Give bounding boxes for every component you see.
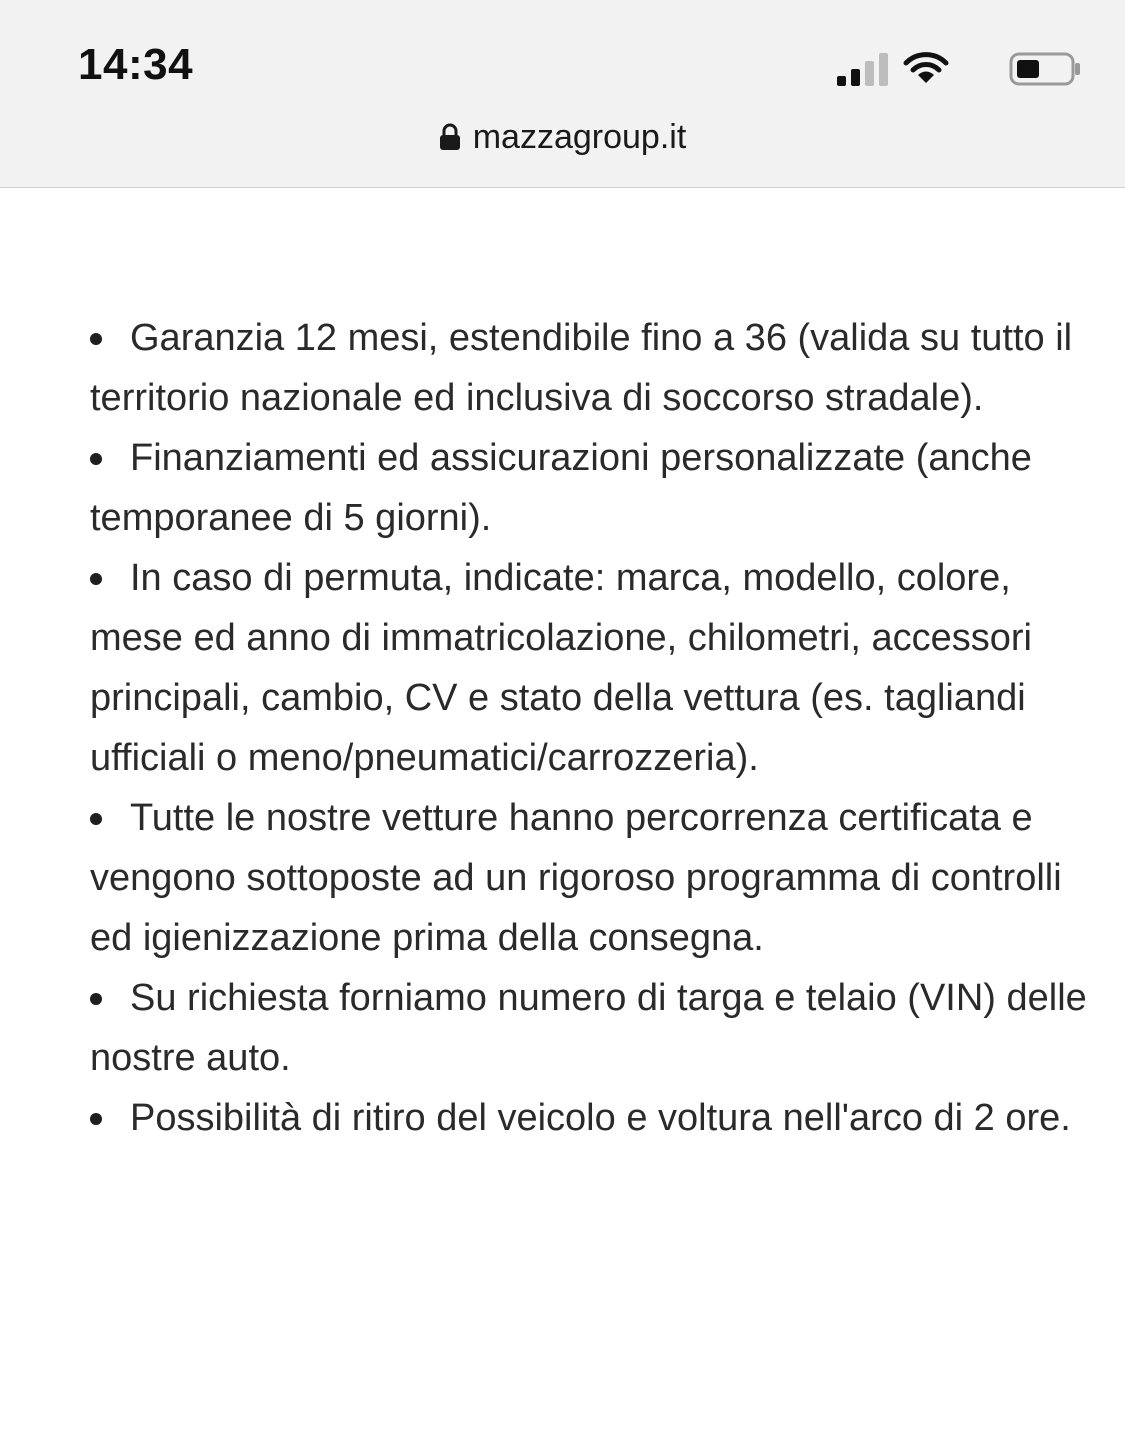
bullet-icon bbox=[90, 333, 102, 345]
browser-top-bar bbox=[0, 0, 1125, 188]
bullet-icon bbox=[90, 573, 102, 585]
bullet-icon bbox=[90, 813, 102, 825]
wifi-icon bbox=[903, 50, 949, 86]
status-time: 14:34 bbox=[78, 40, 194, 89]
list-item bbox=[90, 548, 1090, 788]
list-item bbox=[90, 1088, 1090, 1148]
bullet-icon bbox=[90, 993, 102, 1005]
signal-icon bbox=[837, 52, 889, 86]
page-url: mazzagroup.it bbox=[472, 118, 687, 156]
list-item-text: Possibilità di ritiro del veicolo e voltura nell'arco di 2 ore. bbox=[130, 1097, 1071, 1139]
battery-icon bbox=[1009, 52, 1081, 86]
list-item-text: Garanzia 12 mesi, estendibile fino a 36 (valida su tutto il territorio nazionale ed inclusiva di soccorso stradale). bbox=[90, 317, 1073, 419]
list-item bbox=[90, 308, 1090, 428]
list-item bbox=[90, 428, 1090, 548]
list-item bbox=[90, 968, 1090, 1088]
list-item-text: Su richiesta forniamo numero di targa e telaio (VIN) delle nostre auto. bbox=[90, 977, 1087, 1079]
bullet-icon bbox=[90, 1113, 102, 1125]
address-bar[interactable] bbox=[0, 118, 1125, 157]
bullet-icon bbox=[90, 453, 102, 465]
list-item-text: Finanziamenti ed assicurazioni personalizzate (anche temporanee di 5 giorni). bbox=[90, 437, 1032, 539]
lock-icon bbox=[439, 123, 461, 151]
list-item-text: Tutte le nostre vetture hanno percorrenza certificata e vengono sottoposte ad un rigoroso programma di controlli ed igienizzazione prima della consegna. bbox=[90, 797, 1062, 959]
list-item-text: In caso di permuta, indicate: marca, modello, colore, mese ed anno di immatricolazione, chilometri, accessori principali, cambio, CV e stato della vettura (es. tagliandi ufficiali o meno/pneumatici/carrozzeria). bbox=[90, 557, 1032, 779]
page-content bbox=[90, 308, 1090, 1148]
feature-list bbox=[90, 308, 1090, 1148]
list-item bbox=[90, 788, 1090, 968]
